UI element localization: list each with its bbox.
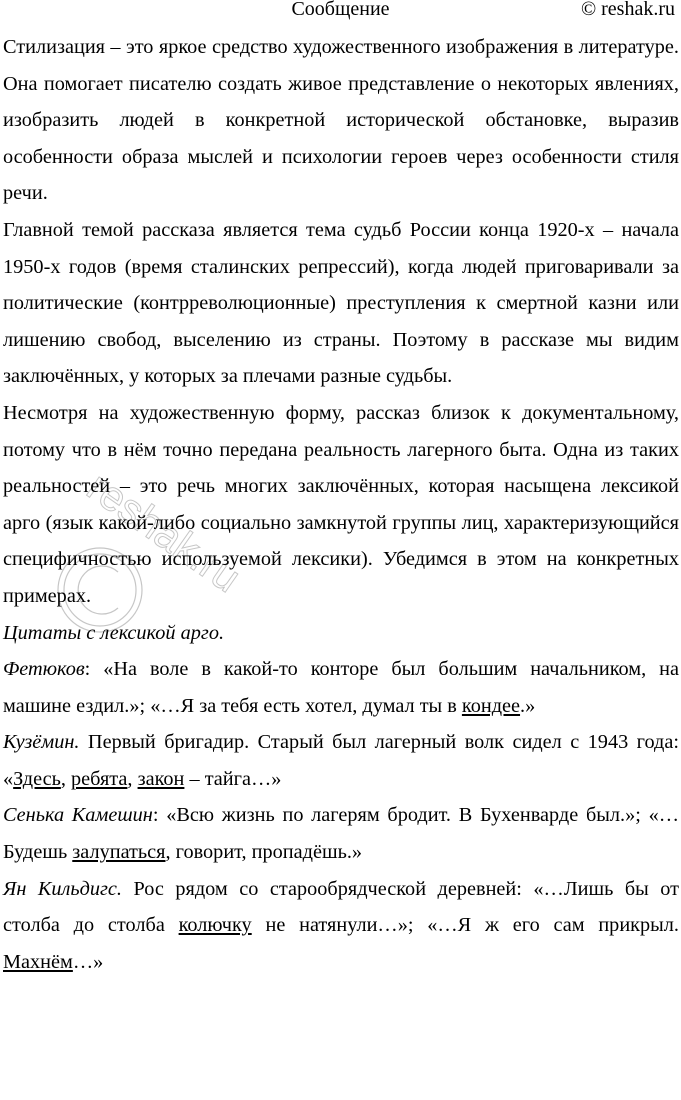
paragraph-theme: Главной темой рассказа является тема судьб России конца 1920-х – начала 1950-х годов (время сталинских репрессий), когда людей приговаривали за политические (контрреволюционные) преступления к смертной казни или лишению свобод, выселению из страны. Поэтому в рассказе мы видим заключённых, у которых за плечами разные судьбы. <box>3 218 679 388</box>
quote-kildigs <box>3 871 679 981</box>
quote-text: – тайга…» <box>184 767 282 790</box>
quote-text: , <box>60 767 72 790</box>
page-title: Сообщение <box>291 0 390 20</box>
quotes-heading-text: Цитаты с лексикой арго. <box>3 621 225 644</box>
page-header <box>0 0 681 24</box>
argo-word: Махнём <box>3 950 73 973</box>
svg-text:reshak.ru: reshak.ru <box>78 462 250 602</box>
character-name: Ян Кильдигс. <box>3 877 122 900</box>
quote-text: , говорит, пропадёшь.» <box>165 841 363 864</box>
argo-word: ребята <box>71 767 128 790</box>
argo-word: залупаться <box>72 841 166 864</box>
quote-text: , <box>127 767 138 790</box>
quotes-heading <box>3 615 679 652</box>
character-name: Кузёмин. <box>3 731 80 754</box>
quote-text: Первый бригадир. Старый был лагерный волк сидел с 1943 года: « <box>3 731 679 790</box>
quote-text: …» <box>72 950 104 973</box>
character-name: Фетюков <box>3 658 85 681</box>
quote-text: : «На воле в какой-то конторе был большим начальником, на машине ездил.»; «…Я за тебя есть хотел, думал ты в <box>3 658 679 717</box>
quote-text: : «Всю жизнь по лагерям бродит. В Бухенварде был.»; «…Будешь <box>3 804 680 864</box>
source-label: © reshak.ru <box>580 0 675 20</box>
quote-text: .» <box>520 694 536 717</box>
quote-kameshin <box>3 797 679 870</box>
paragraph-intro: Стилизация – это яркое средство художественного изображения в литературе. Она помогает писателю создать живое представление о некоторых явлениях, изобразить людей в конкретной исторической обстановке, выразив особенности образа мыслей и психологии героев через особенности стиля речи. <box>3 36 679 205</box>
quote-text: не натянули…»; «…Я ж его сам прикрыл. <box>251 914 679 937</box>
argo-word: кондее <box>461 694 521 717</box>
document-body <box>3 29 679 980</box>
paragraph-argo: Несмотря на художественную форму, рассказ близок к документальному, потому что в нём точно передана реальность лагерного быта. Одна из таких реальностей – это речь многих заключённых, которая насыщена лексикой арго (язык какой-либо социально замкнутой группы лиц, характеризующийся специфичностью используемой лексики). Убедимся в этом на конкретных примерах. <box>3 401 679 607</box>
argo-word: Здесь <box>13 767 61 790</box>
quote-text: Рос рядом со старообрядческой деревней: «…Лишь бы от столба до столба <box>3 877 679 937</box>
argo-word: закон <box>137 767 185 790</box>
quote-fetyukov <box>3 651 679 724</box>
character-name: Сенька Камешин <box>3 804 153 827</box>
quote-kuzemin <box>3 724 679 797</box>
argo-word: колючку <box>178 914 252 937</box>
